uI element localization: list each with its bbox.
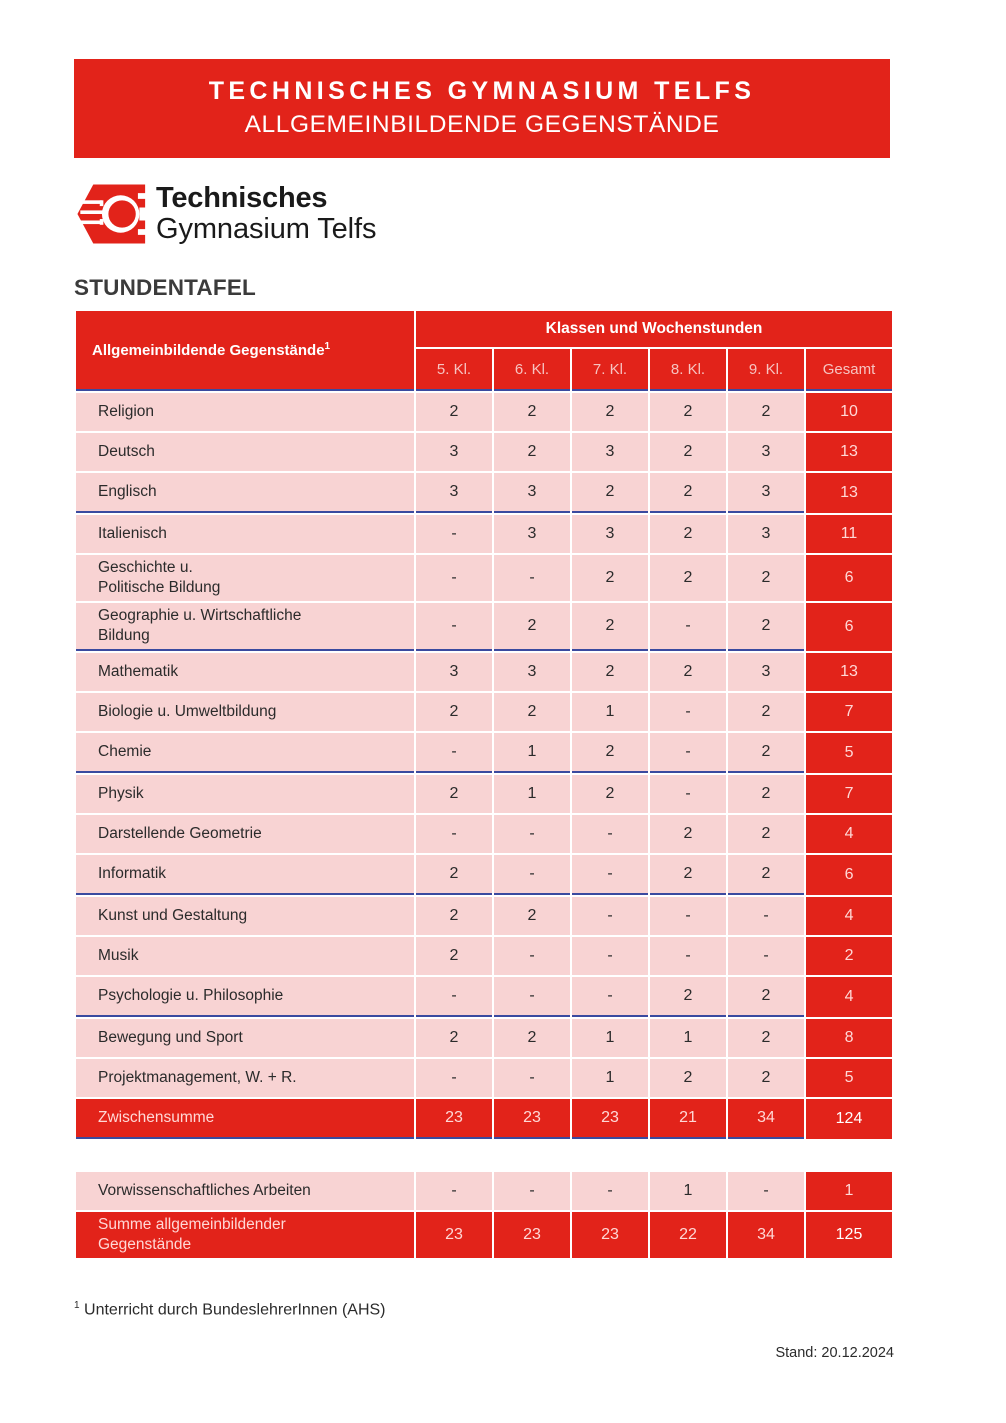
cell-hours-kl-5: - [416, 515, 492, 553]
cell-hours-kl-7: 2 [572, 473, 648, 513]
cell-hours-kl-8: 2 [650, 473, 726, 513]
cell-hours-kl-6: 23 [494, 1099, 570, 1139]
cell-hours-kl-8: 2 [650, 855, 726, 895]
table-row [76, 653, 892, 691]
cell-hours-kl-5: 3 [416, 433, 492, 471]
cell-subject: Zwischensumme [76, 1099, 414, 1139]
cell-subject: Chemie [76, 733, 414, 773]
column-header-kl-9: 9. Kl. [728, 349, 804, 391]
cell-hours-kl-6: - [494, 1172, 570, 1210]
column-header-group: Klassen und Wochenstunden [416, 311, 892, 347]
cell-total: 6 [806, 603, 892, 651]
cell-hours-kl-9: 3 [728, 653, 804, 691]
cell-subject: Biologie u. Umweltbildung [76, 693, 414, 731]
table-row [76, 815, 892, 853]
banner-subtitle: ALLGEMEINBILDENDE GEGENSTÄNDE [244, 111, 720, 139]
cell-total: 2 [806, 937, 892, 975]
logo-text-line2: Gymnasium Telfs [156, 213, 377, 245]
cell-hours-kl-9: 2 [728, 555, 804, 601]
cell-hours-kl-9: - [728, 937, 804, 975]
footnote-marker: 1 [74, 1300, 80, 1311]
cell-hours-kl-6: 1 [494, 733, 570, 773]
cell-total: 13 [806, 653, 892, 691]
column-header-kl-6: 6. Kl. [494, 349, 570, 391]
cell-hours-kl-9: 2 [728, 733, 804, 773]
cell-subject: Mathematik [76, 653, 414, 691]
cell-total: 6 [806, 555, 892, 601]
cell-hours-kl-7: 1 [572, 693, 648, 731]
cell-hours-kl-7: 1 [572, 1059, 648, 1097]
cell-subject: Deutsch [76, 433, 414, 471]
cell-hours-kl-9: 2 [728, 977, 804, 1017]
cell-hours-kl-6: - [494, 815, 570, 853]
cell-hours-kl-6: 3 [494, 653, 570, 691]
cell-hours-kl-5: - [416, 977, 492, 1017]
table-row [76, 1099, 892, 1139]
cell-hours-kl-7: 2 [572, 393, 648, 431]
cell-hours-kl-5: 2 [416, 775, 492, 813]
cell-hours-kl-7: - [572, 815, 648, 853]
cell-hours-kl-6: 2 [494, 433, 570, 471]
cell-subject: Projektmanagement, W. + R. [76, 1059, 414, 1097]
cell-hours-kl-5: - [416, 1172, 492, 1210]
cell-subject: Psychologie u. Philosophie [76, 977, 414, 1017]
cell-hours-kl-7: 23 [572, 1212, 648, 1258]
cell-hours-kl-7: - [572, 1172, 648, 1210]
cell-hours-kl-6: 3 [494, 473, 570, 513]
cell-hours-kl-6: 1 [494, 775, 570, 813]
table-row [76, 1172, 892, 1210]
table-row [76, 555, 892, 601]
cell-hours-kl-9: 2 [728, 775, 804, 813]
cell-hours-kl-7: - [572, 937, 648, 975]
cell-hours-kl-8: 2 [650, 815, 726, 853]
cell-hours-kl-9: 2 [728, 1019, 804, 1057]
gear-hexagon-logo-icon [76, 183, 148, 245]
cell-hours-kl-8: - [650, 937, 726, 975]
stand-date: Stand: 20.12.2024 [775, 1345, 894, 1361]
cell-subject: Englisch [76, 473, 414, 513]
cell-hours-kl-9: 2 [728, 693, 804, 731]
table-row [76, 977, 892, 1017]
page-title-banner [74, 59, 890, 158]
cell-hours-kl-8: 2 [650, 515, 726, 553]
table-row [76, 937, 892, 975]
cell-hours-kl-8: 21 [650, 1099, 726, 1139]
cell-hours-kl-8: 2 [650, 393, 726, 431]
cell-subject: Religion [76, 393, 414, 431]
cell-subject: Vorwissenschaftliches Arbeiten [76, 1172, 414, 1210]
cell-hours-kl-6: - [494, 937, 570, 975]
cell-total: 7 [806, 775, 892, 813]
cell-hours-kl-5: 3 [416, 473, 492, 513]
cell-hours-kl-8: - [650, 775, 726, 813]
cell-hours-kl-8: 2 [650, 555, 726, 601]
cell-subject: Summe allgemeinbildender Gegenstände [76, 1212, 414, 1258]
cell-hours-kl-7: 1 [572, 1019, 648, 1057]
cell-hours-kl-5: 2 [416, 937, 492, 975]
table-row [76, 473, 892, 513]
cell-hours-kl-9: 34 [728, 1099, 804, 1139]
school-logo [76, 178, 506, 250]
cell-hours-kl-6: 2 [494, 393, 570, 431]
column-header-subject-footnote-marker: 1 [324, 341, 331, 352]
banner-title: TECHNISCHES GYMNASIUM TELFS [208, 76, 756, 105]
cell-hours-kl-6: 2 [494, 603, 570, 651]
column-header-total: Gesamt [806, 349, 892, 391]
cell-hours-kl-5: 2 [416, 897, 492, 935]
cell-hours-kl-9: 2 [728, 393, 804, 431]
cell-hours-kl-9: 2 [728, 603, 804, 651]
cell-total: 125 [806, 1212, 892, 1258]
cell-hours-kl-5: - [416, 815, 492, 853]
cell-hours-kl-5: 3 [416, 653, 492, 691]
cell-hours-kl-8: 2 [650, 1059, 726, 1097]
cell-hours-kl-8: - [650, 693, 726, 731]
logo-text-line1: Technisches [156, 182, 328, 215]
cell-total: 11 [806, 515, 892, 553]
table-row [76, 603, 892, 651]
table-row [76, 393, 892, 431]
table-row [76, 693, 892, 731]
cell-total: 1 [806, 1172, 892, 1210]
table-row [76, 515, 892, 553]
cell-hours-kl-7: 2 [572, 653, 648, 691]
cell-hours-kl-6: - [494, 855, 570, 895]
cell-hours-kl-9: - [728, 1172, 804, 1210]
cell-hours-kl-7: 23 [572, 1099, 648, 1139]
cell-hours-kl-6: 23 [494, 1212, 570, 1258]
stundentafel-table [74, 309, 894, 1141]
cell-hours-kl-6: 2 [494, 897, 570, 935]
cell-total: 7 [806, 693, 892, 731]
cell-subject: Geographie u. Wirtschaftliche Bildung [76, 603, 414, 651]
cell-total: 6 [806, 855, 892, 895]
cell-subject: Physik [76, 775, 414, 813]
cell-total: 4 [806, 815, 892, 853]
cell-hours-kl-9: 34 [728, 1212, 804, 1258]
cell-hours-kl-5: 23 [416, 1212, 492, 1258]
cell-hours-kl-8: 22 [650, 1212, 726, 1258]
cell-hours-kl-5: 2 [416, 693, 492, 731]
table-row [76, 1019, 892, 1057]
table-header-row-group [76, 311, 892, 347]
cell-total: 8 [806, 1019, 892, 1057]
cell-hours-kl-9: 3 [728, 433, 804, 471]
cell-hours-kl-6: 2 [494, 693, 570, 731]
cell-hours-kl-6: - [494, 977, 570, 1017]
cell-hours-kl-7: - [572, 855, 648, 895]
cell-subject: Italienisch [76, 515, 414, 553]
stundentafel-table-container [74, 309, 894, 1141]
cell-hours-kl-9: - [728, 897, 804, 935]
cell-hours-kl-8: - [650, 897, 726, 935]
table-row [76, 433, 892, 471]
cell-hours-kl-7: 3 [572, 433, 648, 471]
cell-hours-kl-8: 2 [650, 977, 726, 1017]
table-body-summary [76, 1172, 892, 1258]
cell-total: 5 [806, 733, 892, 773]
cell-total: 10 [806, 393, 892, 431]
stundentafel-summary-table [74, 1170, 894, 1260]
cell-total: 13 [806, 473, 892, 513]
table-row [76, 1212, 892, 1258]
cell-hours-kl-9: 3 [728, 473, 804, 513]
cell-hours-kl-8: 1 [650, 1172, 726, 1210]
cell-hours-kl-6: - [494, 555, 570, 601]
cell-hours-kl-8: 2 [650, 433, 726, 471]
cell-hours-kl-5: - [416, 733, 492, 773]
column-header-kl-5: 5. Kl. [416, 349, 492, 391]
cell-hours-kl-9: 2 [728, 855, 804, 895]
cell-total: 4 [806, 977, 892, 1017]
cell-total: 124 [806, 1099, 892, 1139]
cell-hours-kl-8: - [650, 603, 726, 651]
column-header-kl-8: 8. Kl. [650, 349, 726, 391]
cell-hours-kl-5: 2 [416, 393, 492, 431]
cell-hours-kl-5: 2 [416, 1019, 492, 1057]
cell-hours-kl-6: 2 [494, 1019, 570, 1057]
cell-subject: Musik [76, 937, 414, 975]
table-row [76, 775, 892, 813]
footnote [74, 1300, 386, 1319]
cell-hours-kl-9: 3 [728, 515, 804, 553]
cell-hours-kl-7: 2 [572, 775, 648, 813]
cell-hours-kl-7: 2 [572, 733, 648, 773]
column-header-subject-label: Allgemeinbildende Gegenstände [92, 342, 325, 359]
cell-subject: Darstellende Geometrie [76, 815, 414, 853]
cell-subject: Bewegung und Sport [76, 1019, 414, 1057]
table-row [76, 897, 892, 935]
stundentafel-summary-table-container [74, 1170, 894, 1260]
cell-hours-kl-9: 2 [728, 815, 804, 853]
cell-hours-kl-7: - [572, 977, 648, 1017]
cell-hours-kl-7: 2 [572, 603, 648, 651]
footnote-text: Unterricht durch BundeslehrerInnen (AHS) [84, 1301, 386, 1319]
cell-hours-kl-8: 2 [650, 653, 726, 691]
cell-subject: Geschichte u. Politische Bildung [76, 555, 414, 601]
cell-hours-kl-6: 3 [494, 515, 570, 553]
cell-hours-kl-8: - [650, 733, 726, 773]
cell-hours-kl-5: 2 [416, 855, 492, 895]
cell-hours-kl-8: 1 [650, 1019, 726, 1057]
column-header-kl-7: 7. Kl. [572, 349, 648, 391]
cell-total: 4 [806, 897, 892, 935]
cell-hours-kl-9: 2 [728, 1059, 804, 1097]
table-head [76, 311, 892, 391]
cell-total: 13 [806, 433, 892, 471]
table-body-main [76, 393, 892, 1139]
cell-hours-kl-7: 3 [572, 515, 648, 553]
cell-hours-kl-7: - [572, 897, 648, 935]
table-row [76, 1059, 892, 1097]
cell-total: 5 [806, 1059, 892, 1097]
cell-subject: Kunst und Gestaltung [76, 897, 414, 935]
cell-hours-kl-5: - [416, 603, 492, 651]
table-row [76, 855, 892, 895]
cell-hours-kl-6: - [494, 1059, 570, 1097]
cell-hours-kl-5: 23 [416, 1099, 492, 1139]
cell-subject: Informatik [76, 855, 414, 895]
cell-hours-kl-5: - [416, 1059, 492, 1097]
cell-hours-kl-7: 2 [572, 555, 648, 601]
column-header-subject [76, 311, 414, 391]
cell-hours-kl-5: - [416, 555, 492, 601]
section-heading-stundentafel: STUNDENTAFEL [74, 275, 256, 300]
table-row [76, 733, 892, 773]
